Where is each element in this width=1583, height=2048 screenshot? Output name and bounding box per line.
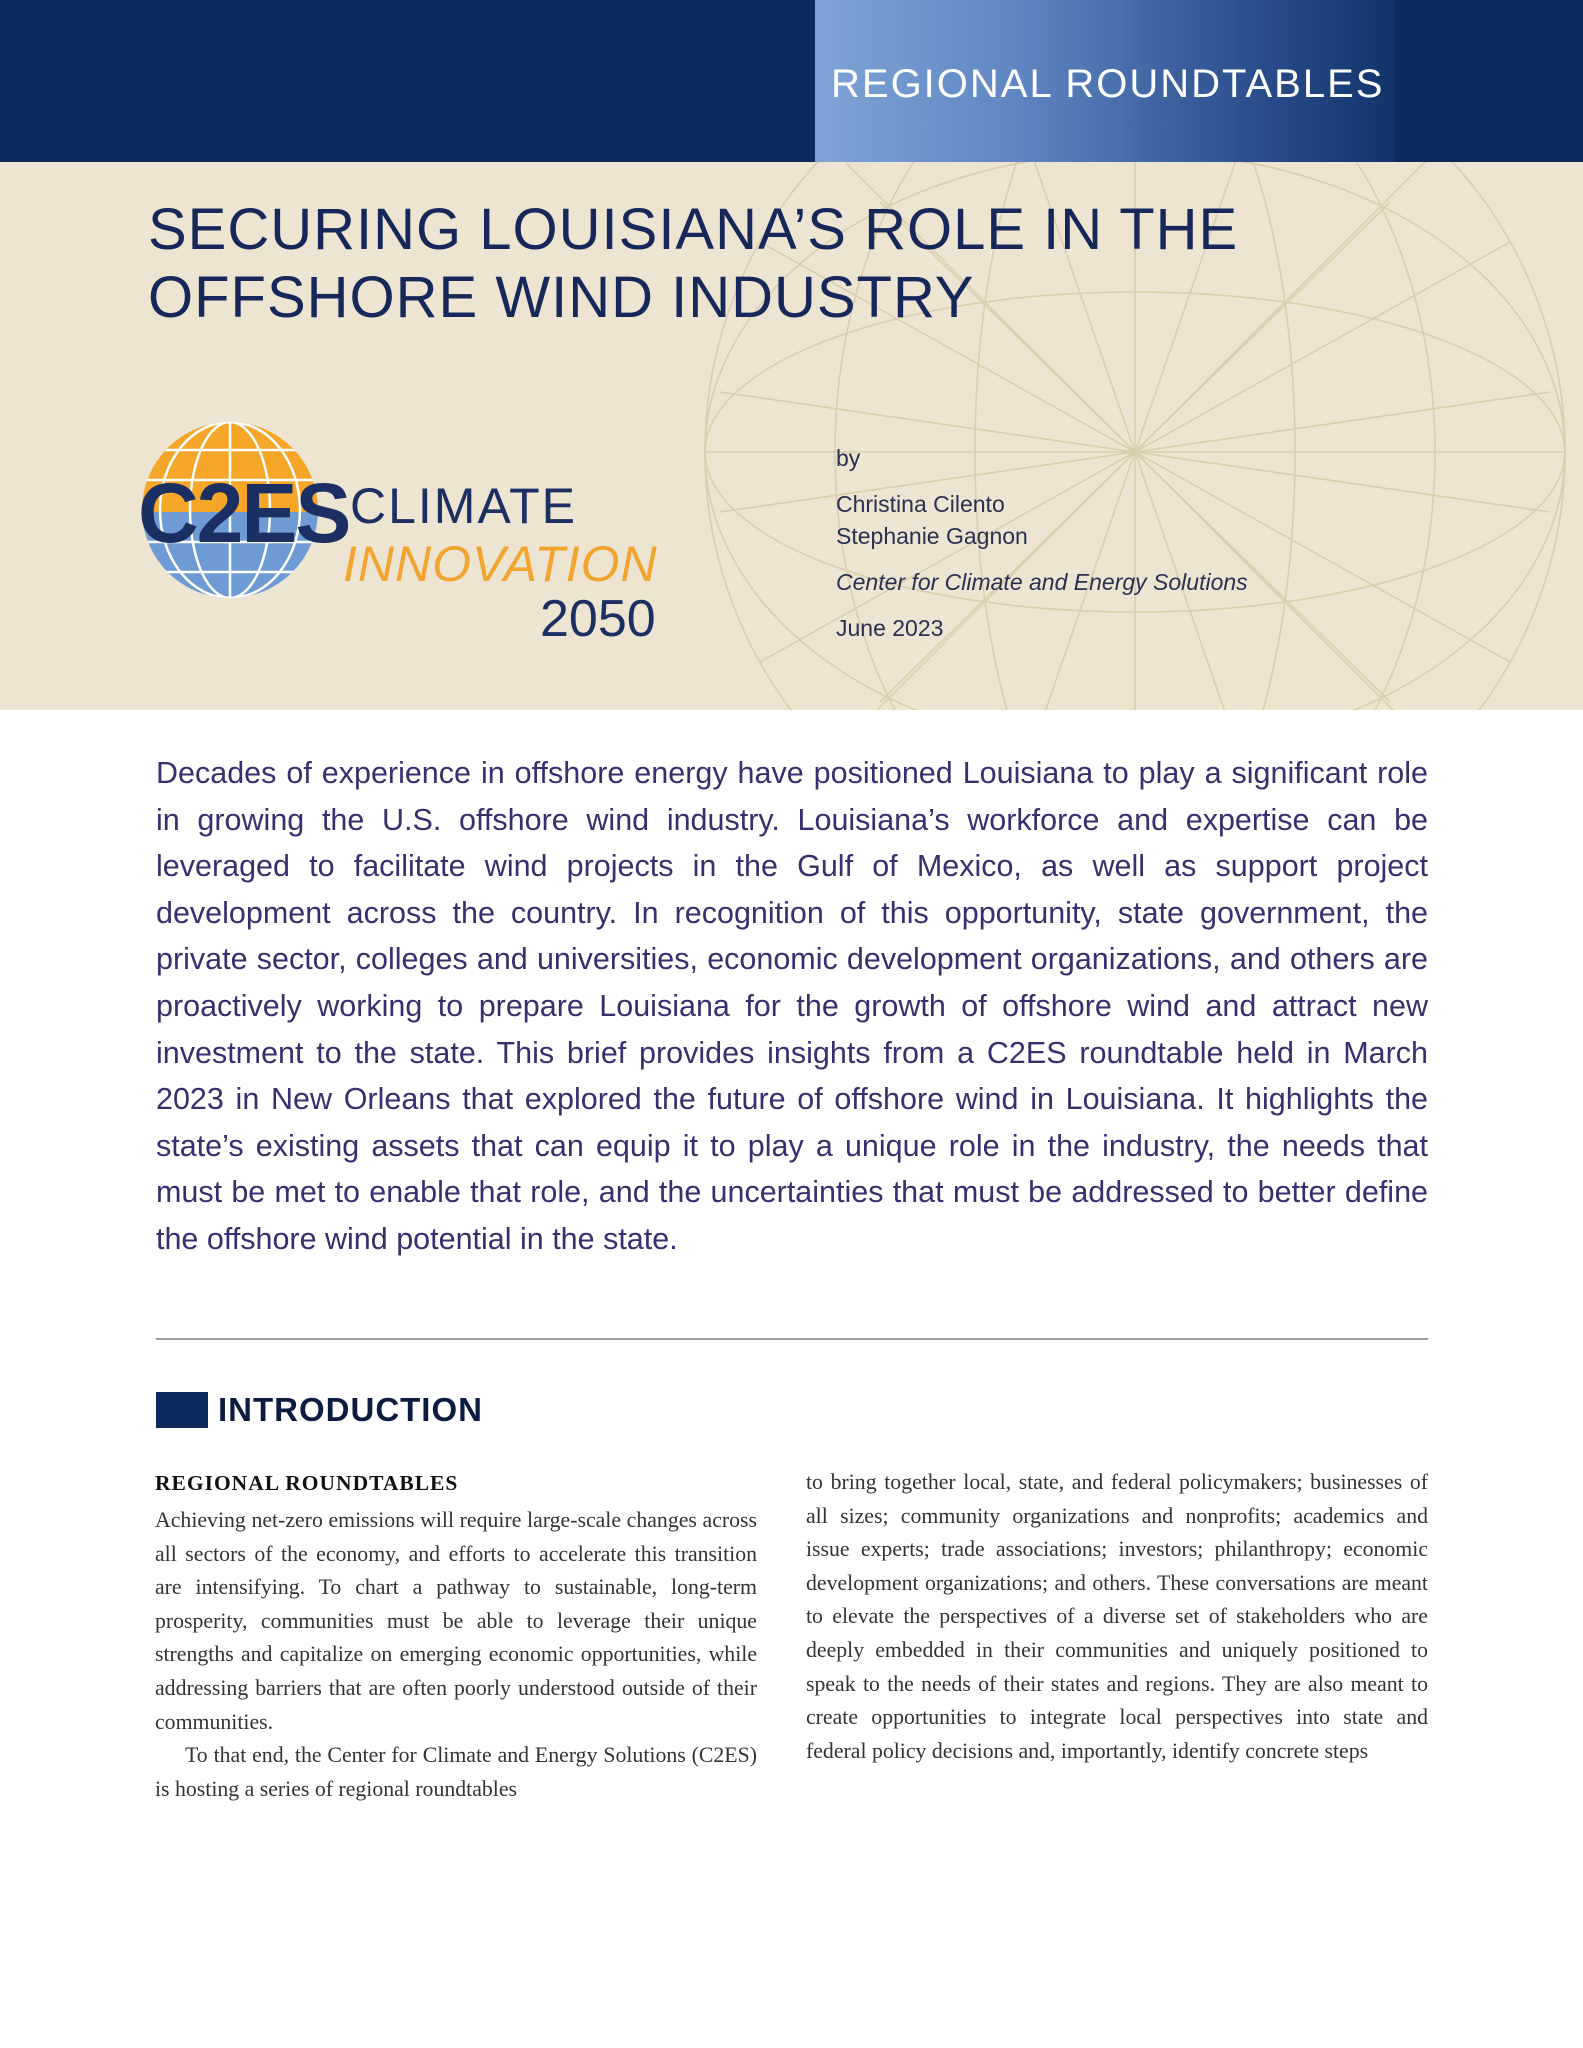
body-paragraph: To that end, the Center for Climate and Energy Solutions (C2ES) is hosting a series of regional roundtables [155,1743,757,1801]
document-title: SECURING LOUISIANA’S ROLE IN THE OFFSHORE WIND INDUSTRY [148,197,1239,330]
section-divider [156,1338,1428,1340]
logo-year-text: 2050 [540,590,656,648]
section-heading-introduction: INTRODUCTION [218,1391,483,1428]
series-label: REGIONAL ROUNDTABLES [831,62,1385,106]
body-paragraph: Achieving net-zero emissions will require large-scale changes across all sectors of the economy, and efforts to accelerate this transition are intensifying. To chart a pathway to sustainable, long-term prosperity, communities must be able to leverage their unique strengths and capitalize on emerging economic opportunities, while addressing barriers that are often poorly understood outside of their communities. [155,1508,757,1734]
body-column-right [806,1466,1428,1768]
section-marker-block [156,1392,208,1428]
body-paragraph: to bring together local, state, and federal policymakers; businesses of all sizes; community organizations and nonprofits; academics and issue experts; trade associations; investors; philanthropy; economic development organizations; and others. These conversations are meant to elevate the perspectives of a diverse set of stakeholders who are deeply embedded in their communities and uniquely positioned to speak to the needs of their states and regions. They are also meant to create opportunities to integrate local perspectives into state and federal policy decisions and, importantly, identify concrete steps [806,1470,1428,1763]
byline [836,442,1248,644]
organization-name: Center for Climate and Energy Solutions [836,569,1248,595]
logo-c2es-wordmark: C2ES [138,466,350,560]
author-name: Christina Cilento [836,491,1005,517]
publication-date: June 2023 [836,615,944,641]
logo-climate-text: CLIMATE [350,478,577,534]
byline-by: by [836,445,861,471]
author-name: Stephanie Gagnon [836,523,1028,549]
body-column-left [155,1466,757,1806]
logo-innovation-text: INNOVATION [343,536,658,592]
subheading-regional-roundtables: REGIONAL ROUNDTABLES [155,1471,459,1495]
abstract-paragraph: Decades of experience in offshore energy have positioned Louisiana to play a significant role in growing the U.S. offshore wind industry. Louisiana’s workforce and expertise can be leveraged to facilitate wind projects in the Gulf of Mexico, as well as support project development across the country. In recognition of this opportunity, state government, the private sector, colleges and universities, economic development organizations, and others are proactively working to prepare Louisiana for the growth of offshore wind and attract new investment to the state. This brief provides insights from a C2ES roundtable held in March 2023 in New Orleans that explored the future of offshore wind in Louisiana. It highlights the state’s existing assets that can equip it to play a unique role in the industry, the needs that must be met to enable that role, and the uncertainties that must be addressed to better define the offshore wind potential in the state. [156,756,1428,1256]
